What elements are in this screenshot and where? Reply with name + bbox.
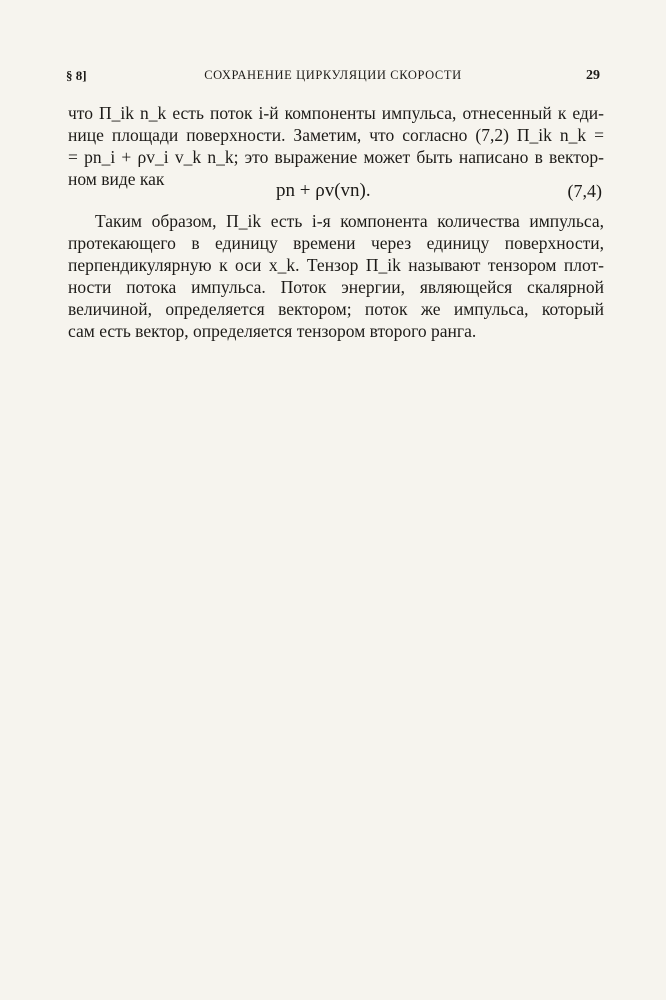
text-line: нице площади поверхности. Заметим, что согласно (7,2) Π_ik n_k = [68,125,604,145]
text-line: Таким образом, Π_ik есть i-я компонента количества импульса, [95,211,604,231]
page-number: 29 [586,68,600,83]
equation-number: (7,4) [567,181,602,201]
text-line: величиной, определяется вектором; поток же импульса, который [68,299,604,319]
text-line: ности потока импульса. Поток энергии, являющейся скалярной [68,277,604,297]
text-line: ном виде как [68,169,165,189]
text-line [95,321,604,343]
running-title: СОХРАНЕНИЕ ЦИРКУЛЯЦИИ СКОРОСТИ [204,68,462,82]
text-line: = pn_i + ρv_i v_k n_k; это выражение может быть написано в вектор- [68,147,604,167]
formula-7-4: pn + ρv(vn). [276,180,371,201]
section-mark: § 8] [66,68,87,83]
running-header [66,68,600,84]
text-line: перпендикулярную к оси x_k. Тензор Π_ik называют тензором плот- [68,255,604,275]
text-line: сам есть вектор, определяется тензором второго ранга. [68,321,477,341]
text-line: протекающего в единицу времени через единицу поверхности, [68,233,604,253]
text-line: что Π_ik n_k есть поток i-й компоненты импульса, отнесенный к еди- [68,103,604,123]
